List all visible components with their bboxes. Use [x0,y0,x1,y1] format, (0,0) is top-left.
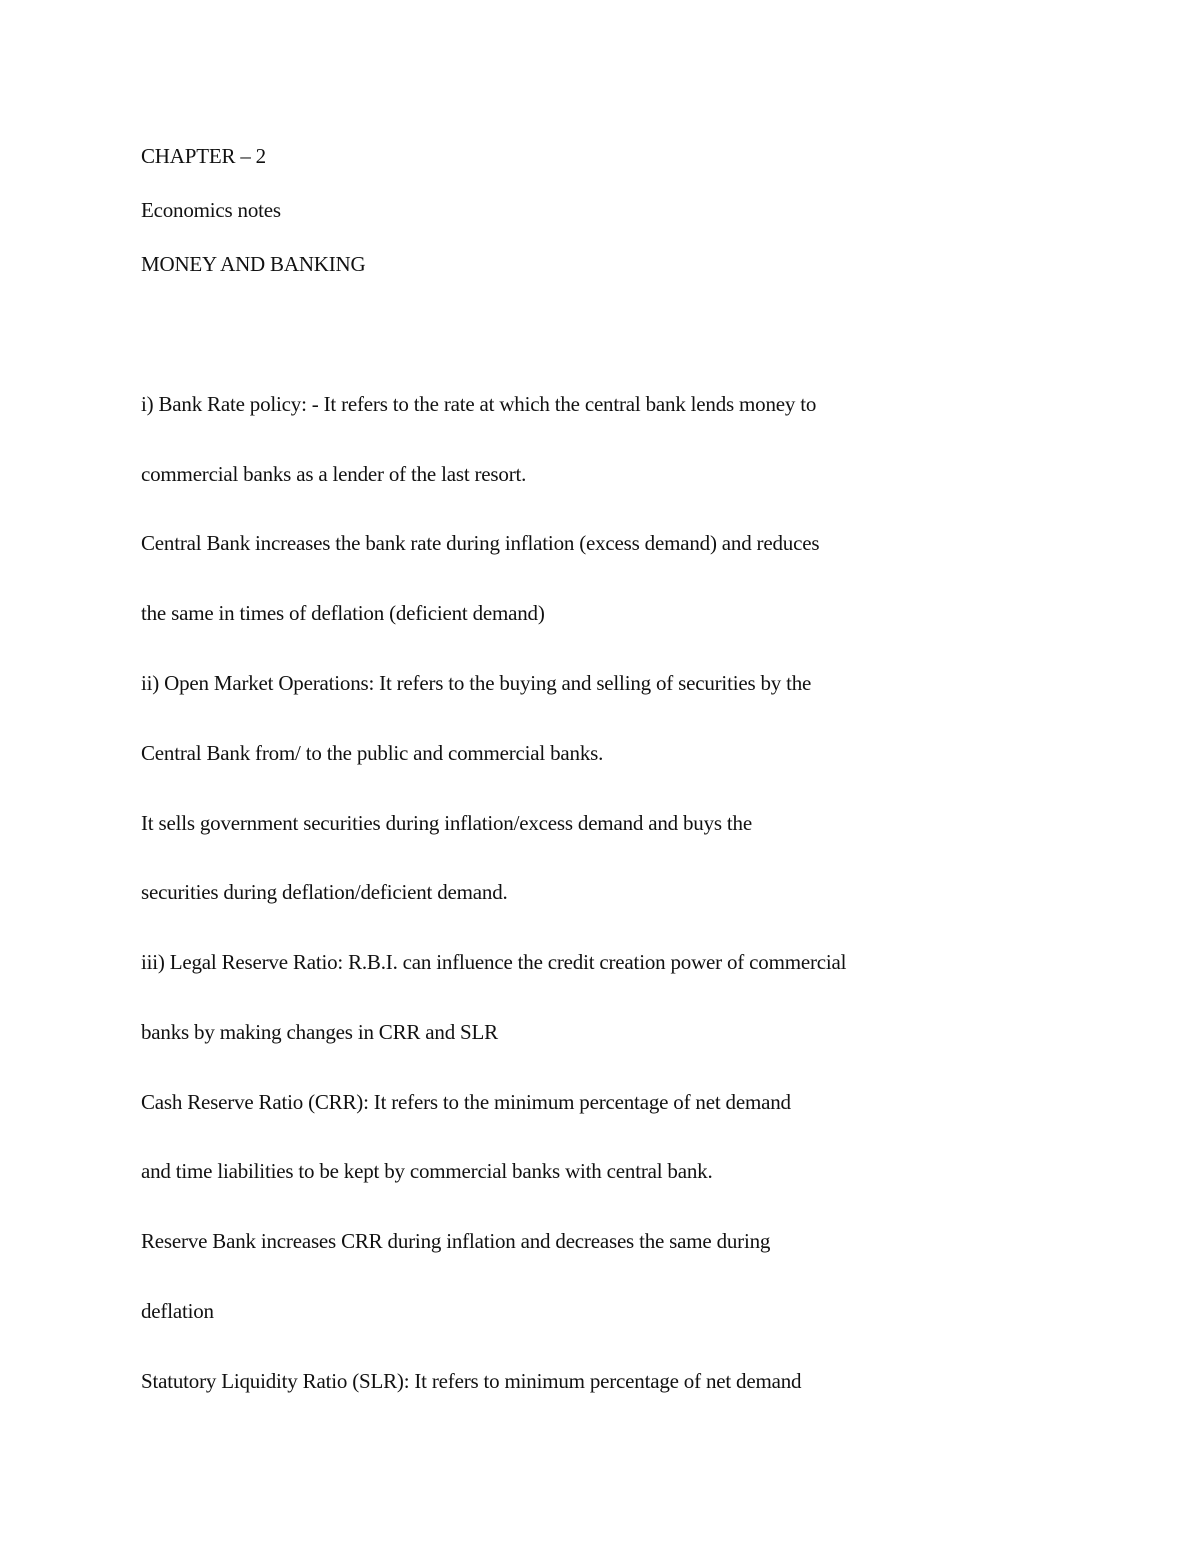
body-line: Reserve Bank increases CRR during inflation and decreases the same during [141,1229,771,1253]
body-line: commercial banks as a lender of the last resort. [141,462,527,486]
body-line: ii) Open Market Operations: It refers to the buying and selling of securities by the [141,671,812,695]
body-line: the same in times of deflation (deficient demand) [141,601,545,625]
body-line: iii) Legal Reserve Ratio: R.B.I. can influence the credit creation power of commercial [141,950,847,974]
subject-heading: Economics notes [141,198,281,222]
body-line: deflation [141,1299,214,1323]
body-line: banks by making changes in CRR and SLR [141,1020,498,1044]
body-line: Statutory Liquidity Ratio (SLR): It refers to minimum percentage of net demand [141,1369,802,1393]
topic-heading: MONEY AND BANKING [141,252,366,276]
chapter-heading: CHAPTER – 2 [141,144,266,168]
body-line: Central Bank increases the bank rate during inflation (excess demand) and reduces [141,531,820,555]
body-line: Cash Reserve Ratio (CRR): It refers to the minimum percentage of net demand [141,1090,791,1114]
body-line: i) Bank Rate policy: - It refers to the rate at which the central bank lends money to [141,392,817,416]
body-line: It sells government securities during inflation/excess demand and buys the [141,811,752,835]
body-line: Central Bank from/ to the public and commercial banks. [141,741,604,765]
body-line: and time liabilities to be kept by commercial banks with central bank. [141,1159,713,1183]
body-line: securities during deflation/deficient demand. [141,880,508,904]
